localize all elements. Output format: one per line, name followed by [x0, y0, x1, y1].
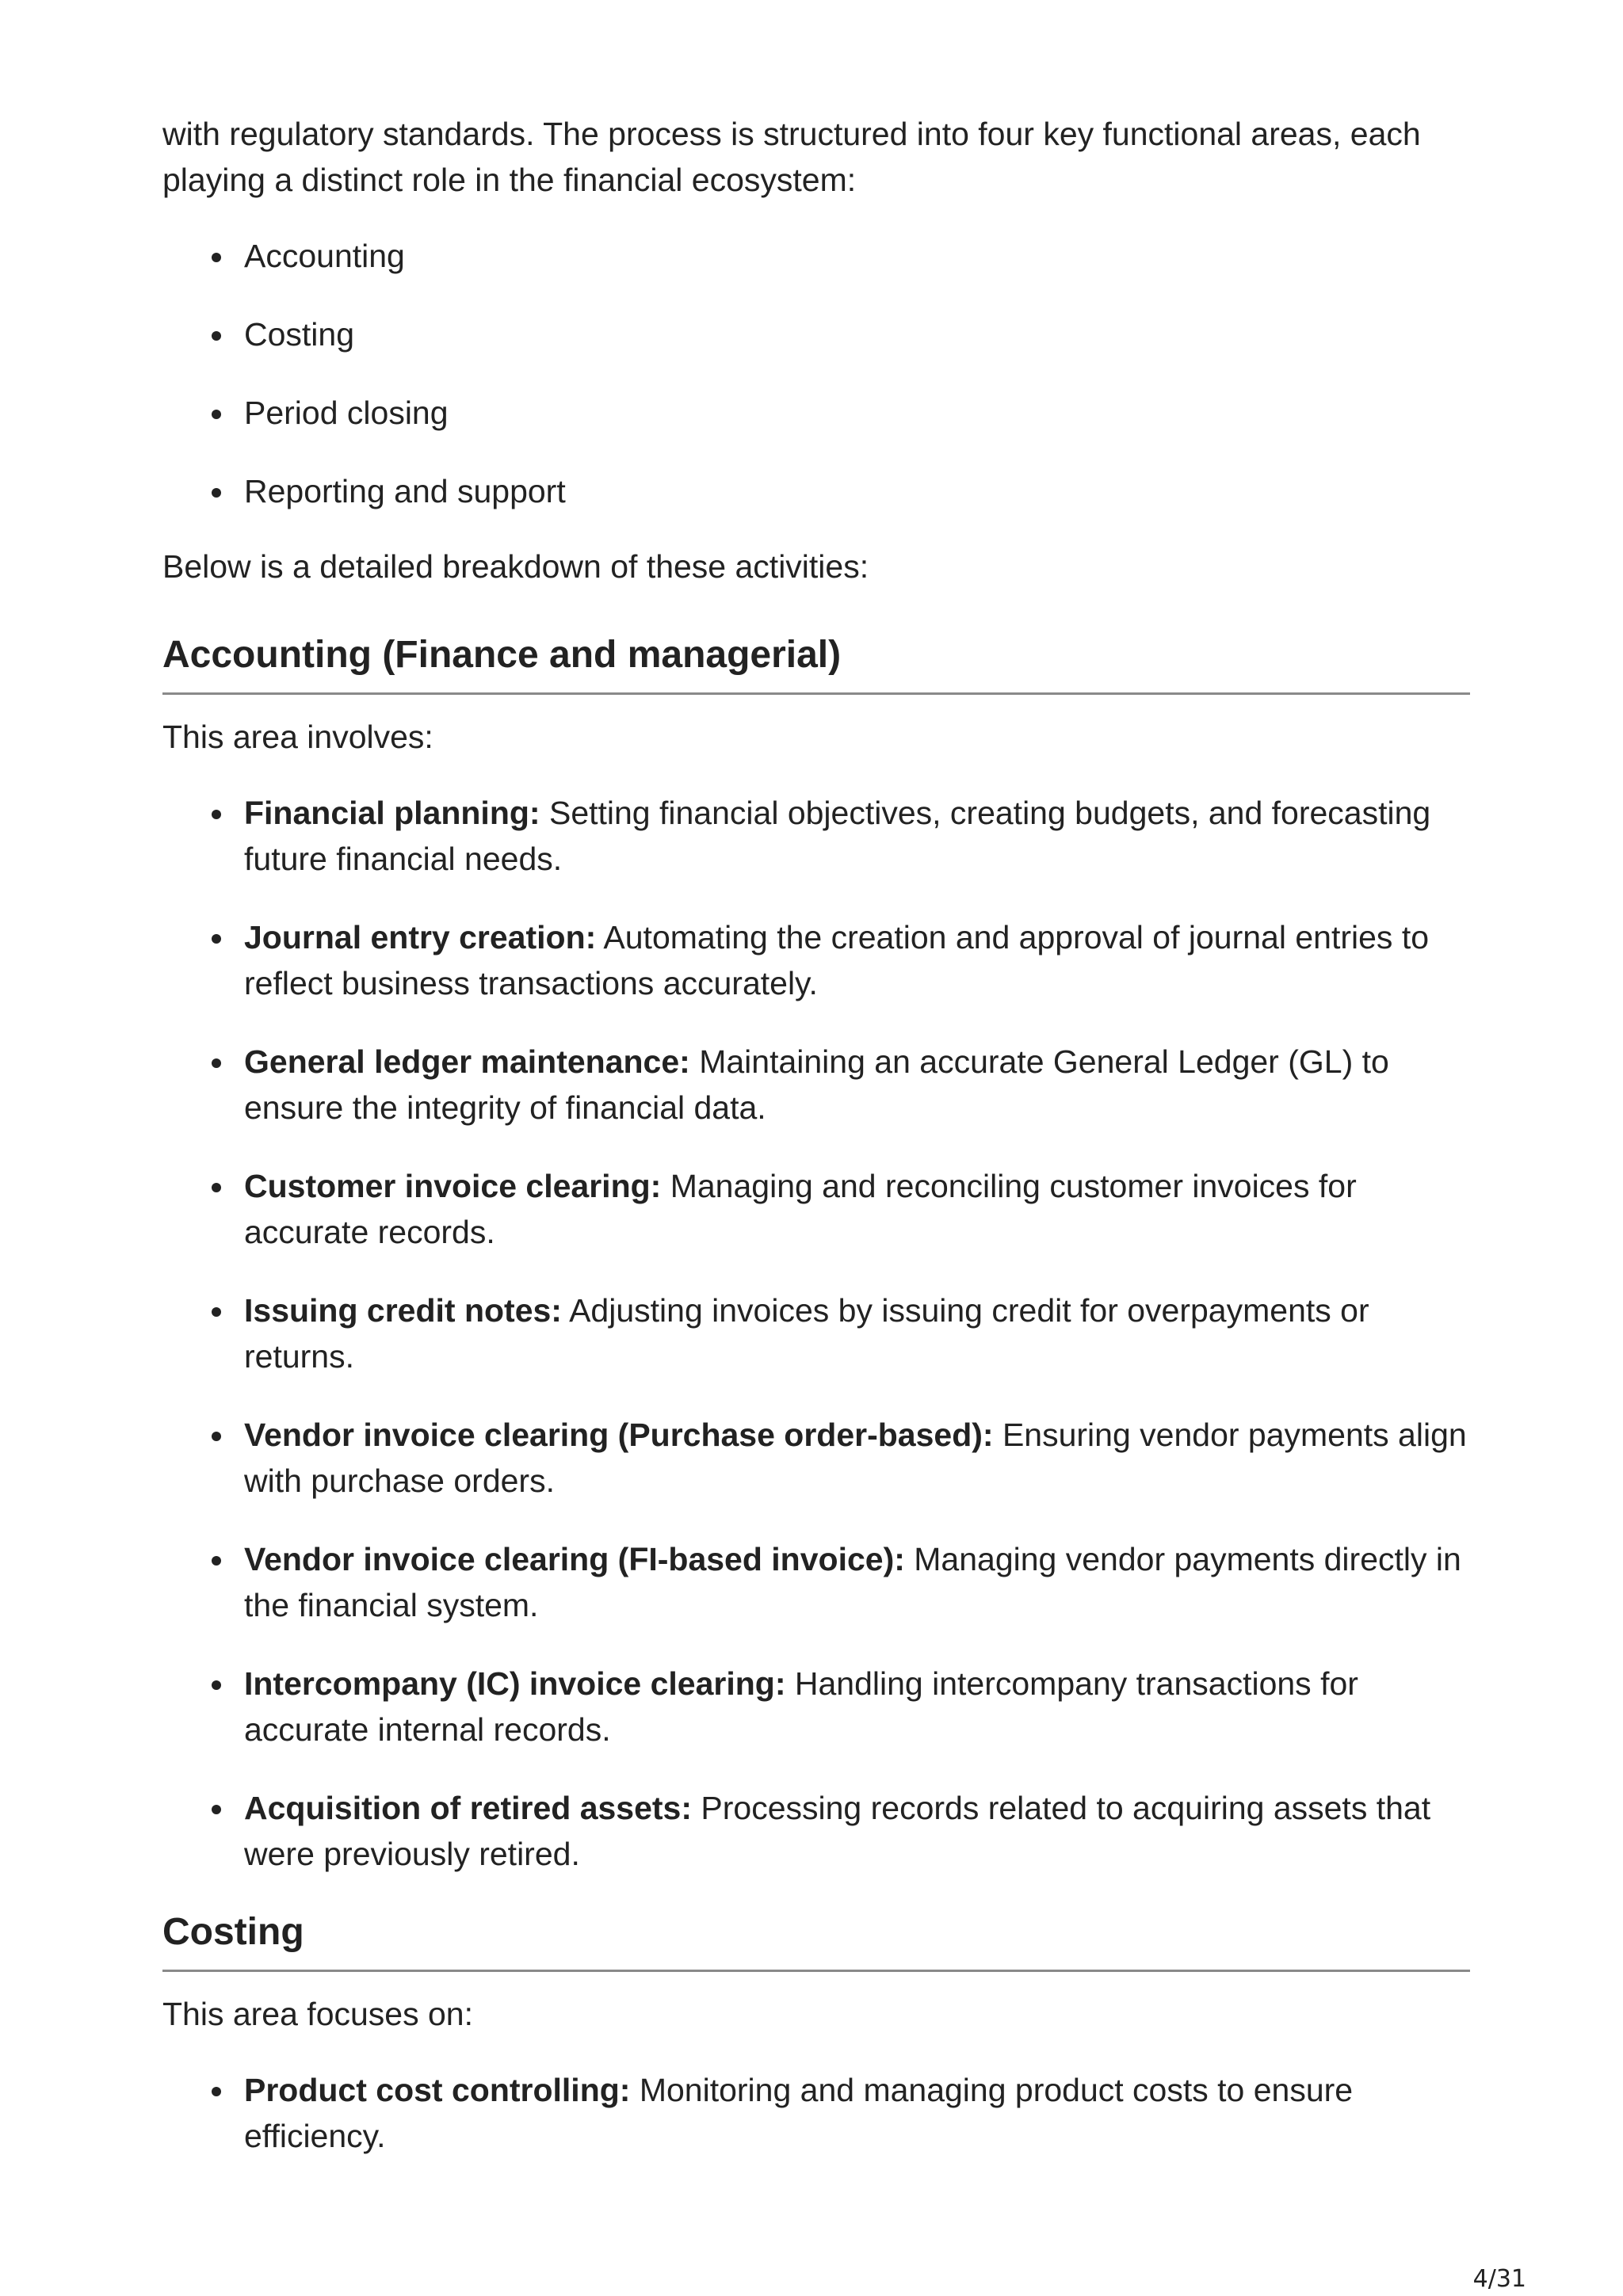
item-term: Vendor invoice clearing (FI-based invoice):	[244, 1541, 905, 1577]
item-desc: Ensuring vendor payments align with purchase orders.	[244, 1417, 1467, 1499]
item-desc: Handling intercompany transactions for accurate internal records.	[244, 1665, 1358, 1748]
item-desc: Managing and reconciling customer invoices for accurate records.	[244, 1168, 1357, 1250]
accounting-lead: This area involves:	[162, 719, 433, 755]
list-item	[244, 1163, 1470, 1255]
list-item	[244, 2067, 1470, 2159]
list-item: Costing	[244, 311, 1470, 357]
item-term: Journal entry creation:	[244, 919, 597, 955]
list-item: Accounting	[244, 233, 1470, 279]
document-page	[162, 111, 1470, 2191]
item-term: Financial planning:	[244, 795, 540, 831]
list-item	[244, 1536, 1470, 1628]
breakdown-paragraph: Below is a detailed breakdown of these activities:	[162, 548, 869, 585]
item-desc: Managing vendor payments directly in the financial system.	[244, 1541, 1461, 1623]
list-item	[244, 1661, 1470, 1753]
costing-list	[162, 2067, 1470, 2159]
accounting-list	[162, 790, 1470, 1877]
functional-areas-list	[162, 233, 1470, 514]
list-item	[244, 1039, 1470, 1131]
item-desc: Automating the creation and approval of journal entries to reflect business transactions accurately.	[244, 919, 1430, 1001]
item-term: Acquisition of retired assets:	[244, 1790, 693, 1826]
item-desc: Monitoring and managing product costs to ensure efficiency.	[244, 2072, 1354, 2154]
list-item: Period closing	[244, 390, 1470, 436]
list-item	[244, 790, 1470, 882]
item-desc: Processing records related to acquiring assets that were previously retired.	[244, 1790, 1431, 1872]
list-item: Reporting and support	[244, 468, 1470, 514]
page-number: 4/31	[1472, 2265, 1526, 2293]
item-desc: Adjusting invoices by issuing credit for overpayments or returns.	[244, 1292, 1369, 1375]
section-heading-costing: Costing	[162, 1909, 1470, 1972]
list-item	[244, 1785, 1470, 1877]
section-heading-accounting: Accounting (Finance and managerial)	[162, 632, 1470, 695]
item-desc: Setting financial objectives, creating budgets, and forecasting future financial needs.	[244, 795, 1431, 877]
costing-lead: This area focuses on:	[162, 1996, 473, 2032]
list-item	[244, 914, 1470, 1006]
item-term: General ledger maintenance:	[244, 1043, 690, 1080]
item-term: Product cost controlling:	[244, 2072, 631, 2108]
item-term: Customer invoice clearing:	[244, 1168, 662, 1204]
item-term: Issuing credit notes:	[244, 1292, 562, 1329]
item-term: Vendor invoice clearing (Purchase order-based):	[244, 1417, 994, 1453]
intro-paragraph: with regulatory standards. The process is structured into four key functional areas, each playing a distinct role in the financial ecosystem:	[162, 116, 1421, 198]
item-term: Intercompany (IC) invoice clearing:	[244, 1665, 786, 1702]
list-item	[244, 1412, 1470, 1504]
list-item	[244, 1287, 1470, 1379]
item-desc: Maintaining an accurate General Ledger (GL) to ensure the integrity of financial data.	[244, 1043, 1389, 1126]
